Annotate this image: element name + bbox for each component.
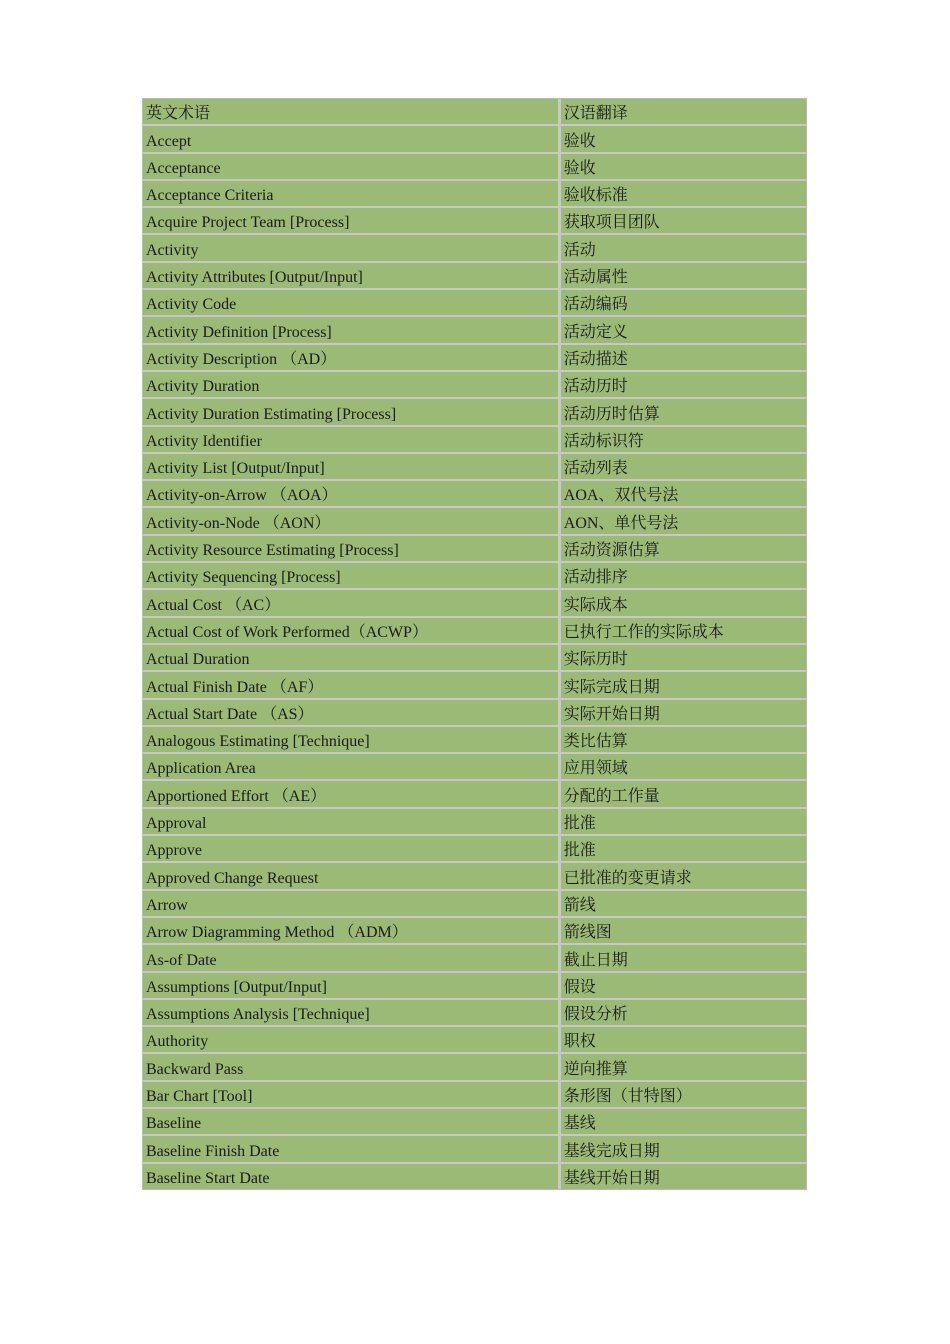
chinese-translation-cell: 活动资源估算 [561,536,806,563]
english-term-cell: Activity-on-Node （AON） [143,508,561,535]
header-chinese-translation: 汉语翻译 [561,99,806,126]
table-row [143,427,806,454]
chinese-translation-cell: 实际完成日期 [561,672,806,699]
english-term-cell: Activity Duration Estimating [Process] [143,399,561,426]
chinese-translation-cell: 分配的工作量 [561,781,806,808]
table-row [143,973,806,1000]
english-term-cell: Approval [143,809,561,836]
chinese-translation-cell: 获取项目团队 [561,208,806,235]
chinese-translation-cell: 假设分析 [561,1000,806,1027]
english-term-cell: Activity Sequencing [Process] [143,563,561,590]
chinese-translation-cell: 职权 [561,1027,806,1054]
chinese-translation-cell: 实际成本 [561,590,806,617]
table-row [143,372,806,399]
english-term-cell: Activity Identifier [143,427,561,454]
chinese-translation-cell: 活动属性 [561,263,806,290]
english-term-cell: Bar Chart [Tool] [143,1082,561,1109]
english-term-cell: Activity-on-Arrow （AOA） [143,481,561,508]
chinese-translation-cell: 应用领域 [561,754,806,781]
table-row [143,1109,806,1136]
table-row [143,126,806,153]
chinese-translation-cell: 活动定义 [561,317,806,344]
chinese-translation-cell: 活动历时估算 [561,399,806,426]
table-row [143,1027,806,1054]
english-term-cell: Assumptions Analysis [Technique] [143,1000,561,1027]
english-term-cell: Application Area [143,754,561,781]
english-term-cell: Apportioned Effort （AE） [143,781,561,808]
english-term-cell: Actual Duration [143,645,561,672]
chinese-translation-cell: 验收标准 [561,181,806,208]
chinese-translation-cell: 活动排序 [561,563,806,590]
chinese-translation-cell: 验收 [561,126,806,153]
table-row [143,508,806,535]
english-term-cell: Actual Finish Date （AF） [143,672,561,699]
chinese-translation-cell: 批准 [561,836,806,863]
chinese-translation-cell: 活动历时 [561,372,806,399]
english-term-cell: Actual Cost （AC） [143,590,561,617]
chinese-translation-cell: 活动描述 [561,345,806,372]
table-row [143,208,806,235]
table-row [143,481,806,508]
chinese-translation-cell: 实际历时 [561,645,806,672]
english-term-cell: Acceptance Criteria [143,181,561,208]
table-row [143,700,806,727]
chinese-translation-cell: 基线完成日期 [561,1136,806,1163]
table-row [143,863,806,890]
chinese-translation-cell: 逆向推算 [561,1054,806,1081]
english-term-cell: Baseline Finish Date [143,1136,561,1163]
english-term-cell: Accept [143,126,561,153]
table-row [143,836,806,863]
glossary-table [142,98,807,1190]
table-row [143,590,806,617]
chinese-translation-cell: 箭线 [561,891,806,918]
table-row [143,754,806,781]
chinese-translation-cell: 已批准的变更请求 [561,863,806,890]
chinese-translation-cell: AOA、双代号法 [561,481,806,508]
english-term-cell: Acceptance [143,154,561,181]
table-row [143,154,806,181]
table-row [143,618,806,645]
english-term-cell: Approved Change Request [143,863,561,890]
table-row [143,645,806,672]
table-row [143,235,806,262]
table-row [143,891,806,918]
english-term-cell: Activity List [Output/Input] [143,454,561,481]
english-term-cell: Actual Start Date （AS） [143,700,561,727]
english-term-cell: Assumptions [Output/Input] [143,973,561,1000]
chinese-translation-cell: 实际开始日期 [561,700,806,727]
english-term-cell: Actual Cost of Work Performed（ACWP） [143,618,561,645]
glossary-body [143,99,806,1189]
chinese-translation-cell: 基线 [561,1109,806,1136]
table-row [143,727,806,754]
chinese-translation-cell: 条形图（甘特图） [561,1082,806,1109]
english-term-cell: Activity Description （AD） [143,345,561,372]
table-row [143,290,806,317]
table-row [143,181,806,208]
english-term-cell: Analogous Estimating [Technique] [143,727,561,754]
table-row [143,1082,806,1109]
header-english-term: 英文术语 [143,99,561,126]
table-row [143,781,806,808]
table-row [143,1164,806,1189]
table-row [143,672,806,699]
english-term-cell: Arrow [143,891,561,918]
english-term-cell: Arrow Diagramming Method （ADM） [143,918,561,945]
chinese-translation-cell: 基线开始日期 [561,1164,806,1189]
table-row [143,454,806,481]
table-row [143,263,806,290]
english-term-cell: Backward Pass [143,1054,561,1081]
chinese-translation-cell: 已执行工作的实际成本 [561,618,806,645]
table-header-row [143,99,806,126]
table-row [143,536,806,563]
table-row [143,1136,806,1163]
table-row [143,1000,806,1027]
chinese-translation-cell: 类比估算 [561,727,806,754]
chinese-translation-cell: 活动标识符 [561,427,806,454]
chinese-translation-cell: AON、单代号法 [561,508,806,535]
table-row [143,809,806,836]
table-row [143,1054,806,1081]
chinese-translation-cell: 假设 [561,973,806,1000]
chinese-translation-cell: 活动列表 [561,454,806,481]
table-row [143,563,806,590]
english-term-cell: Activity Definition [Process] [143,317,561,344]
english-term-cell: Baseline Start Date [143,1164,561,1189]
english-term-cell: Activity Code [143,290,561,317]
chinese-translation-cell: 批准 [561,809,806,836]
english-term-cell: As-of Date [143,945,561,972]
chinese-translation-cell: 活动编码 [561,290,806,317]
english-term-cell: Activity Resource Estimating [Process] [143,536,561,563]
english-term-cell: Activity [143,235,561,262]
chinese-translation-cell: 验收 [561,154,806,181]
english-term-cell: Activity Duration [143,372,561,399]
english-term-cell: Acquire Project Team [Process] [143,208,561,235]
english-term-cell: Activity Attributes [Output/Input] [143,263,561,290]
chinese-translation-cell: 箭线图 [561,918,806,945]
table-row [143,345,806,372]
english-term-cell: Baseline [143,1109,561,1136]
table-row [143,918,806,945]
table-row [143,399,806,426]
table-row [143,945,806,972]
chinese-translation-cell: 截止日期 [561,945,806,972]
chinese-translation-cell: 活动 [561,235,806,262]
table-row [143,317,806,344]
english-term-cell: Approve [143,836,561,863]
english-term-cell: Authority [143,1027,561,1054]
